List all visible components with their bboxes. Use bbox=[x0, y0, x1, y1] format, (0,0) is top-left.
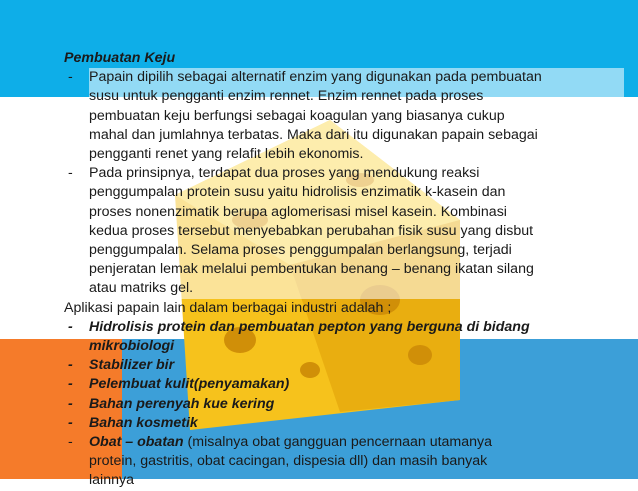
bullet-dash: - bbox=[68, 434, 73, 451]
bullet-item bbox=[64, 68, 624, 164]
text-line: pengganti renet yang relafit lebih ekonomis. bbox=[89, 145, 624, 164]
bullet-dash: - bbox=[68, 357, 73, 374]
bullet-dash: - bbox=[68, 414, 73, 431]
text-line: susu untuk pengganti enzim rennet. Enzim rennet pada proses bbox=[89, 87, 624, 106]
text-line: Papain dipilih sebagai alternatif enzim yang digunakan pada pembuatan bbox=[89, 68, 624, 87]
bullet-item bbox=[64, 395, 624, 414]
bullet-dash: - bbox=[68, 69, 73, 86]
bullet-dash: - bbox=[68, 376, 73, 393]
text-rest: (misalnya obat gangguan pencernaan utamanya bbox=[183, 434, 493, 451]
text-line: Bahan perenyah kue kering bbox=[89, 395, 275, 412]
text-line bbox=[89, 433, 624, 452]
bullet-dash: - bbox=[68, 165, 73, 182]
bullet-item bbox=[64, 318, 624, 356]
bullet-item bbox=[64, 164, 624, 298]
bullet-dash: - bbox=[68, 395, 73, 412]
bold-phrase: Obat – obatan bbox=[89, 434, 184, 451]
slide-title: Pembuatan Keju bbox=[64, 50, 176, 66]
text-line: penggumpalan protein susu yaitu hidrolisis enzimatik k-kasein dan bbox=[89, 183, 624, 202]
bullet-dash: - bbox=[68, 318, 73, 335]
text-line: Pelembuat kulit(penyamakan) bbox=[89, 376, 290, 393]
text-line: protein, gastritis, obat cacingan, dispesia dll) dan masih banyak bbox=[89, 453, 488, 470]
bullet-item bbox=[64, 356, 624, 375]
text-line: penggumpalan. Selama proses penggumpalan berlangsung, terjadi bbox=[89, 241, 624, 260]
bullet-item bbox=[64, 414, 624, 433]
text-line: Stabilizer bir bbox=[89, 357, 175, 374]
text-line: pembuatan keju berfungsi sebagai koagulan yang biasanya cukup bbox=[89, 107, 624, 126]
text-line: Hidrolisis protein dan pembuatan pepton yang berguna di bidang bbox=[89, 318, 530, 335]
text-line: proses nonenzimatik berupa aglomerisasi misel kasein. Kombinasi bbox=[89, 203, 624, 222]
text-line: penjeratan lemak melalui pembentukan benang – benang ikatan silang bbox=[89, 260, 624, 279]
text-line: lainnya bbox=[89, 472, 134, 489]
slide-content bbox=[64, 49, 624, 489]
text-line: Bahan kosmetik bbox=[89, 414, 198, 431]
text-line: kedua proses tersebut menyebabkan perubahan fisik susu yang disbut bbox=[89, 222, 624, 241]
text-line: mahal dan jumlahnya terbatas. Maka dari itu digunakan papain sebagai bbox=[89, 126, 624, 145]
text-line: atau matriks gel. bbox=[89, 279, 624, 298]
intro-line: Aplikasi papain lain dalam berbagai industri adalah ; bbox=[64, 299, 392, 316]
bullet-item bbox=[64, 433, 624, 491]
text-line: mikrobiologi bbox=[89, 338, 175, 355]
bullet-item bbox=[64, 375, 624, 394]
text-line: Pada prinsipnya, terdapat dua proses yang mendukung reaksi bbox=[89, 164, 624, 183]
